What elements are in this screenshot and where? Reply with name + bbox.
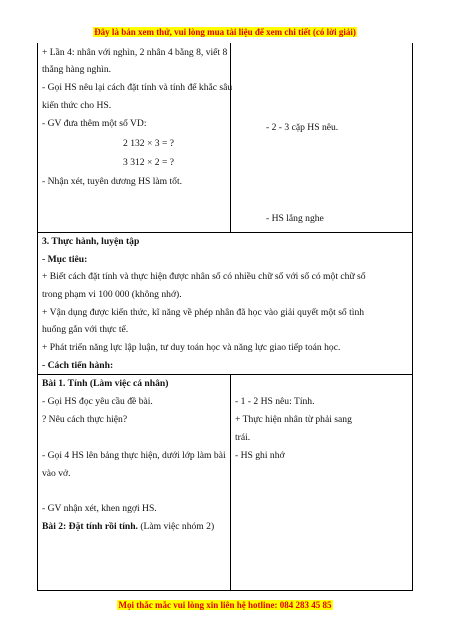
hotline-banner — [0, 599, 450, 611]
text-line: trái. — [235, 432, 251, 443]
section-title: 3. Thực hành, luyện tập — [42, 236, 140, 247]
text-line: - Gọi 4 HS lên bảng thực hiện, dưới lớp làm bài — [42, 450, 226, 461]
goal-line: trong phạm vi 100 000 (không nhớ). — [42, 289, 182, 300]
text-line: - Gọi HS nêu lại cách đặt tính và tính để khắc sâu — [42, 82, 233, 93]
example-equation: 3 312 × 2 = ? — [123, 157, 175, 168]
hotline-text: Mọi thắc mắc vui lòng xin liên hệ hotline: 084 283 45 85 — [118, 600, 332, 610]
row-divider — [38, 374, 412, 375]
text-line: - HS ghi nhớ — [235, 450, 285, 461]
column-divider — [230, 43, 231, 232]
text-line: - 2 - 3 cặp HS nêu. — [266, 122, 339, 133]
exercise-2-note: (Làm việc nhóm 2) — [137, 521, 215, 532]
text-line: thắng hàng nghìn. — [42, 64, 112, 75]
text-line: + Thực hiện nhân từ phải sang — [235, 414, 352, 425]
text-line: - GV đưa thêm một số VD: — [42, 118, 147, 129]
preview-notice-banner — [0, 26, 450, 38]
preview-notice-text: Đây là bản xem thử, vui lòng mua tài liệu để xem chi tiết (có lời giải) — [94, 27, 356, 37]
text-line: ? Nêu cách thực hiện? — [42, 414, 128, 425]
text-line: kiến thức cho HS. — [42, 100, 112, 111]
goal-label: - Mục tiêu: — [42, 254, 88, 265]
goal-line: + Biết cách đặt tính và thực hiện được nhân số có nhiều chữ số với số có một chữ số — [42, 271, 366, 282]
row-divider — [38, 232, 412, 233]
text-line: - Gọi HS đọc yêu cầu đề bài. — [42, 396, 153, 407]
exercise-2-title: Bài 2: Đặt tính rồi tính. (Làm việc nhóm 2) — [42, 521, 215, 532]
column-divider — [230, 374, 231, 590]
text-line: - HS lắng nghe — [266, 213, 324, 224]
text-line: vào vở. — [42, 468, 71, 479]
goal-line: + Phát triển năng lực lập luận, tư duy toán học và năng lực giao tiếp toán học. — [42, 342, 341, 353]
exercise-1-title: Bài 1. Tính (Làm việc cá nhân) — [42, 378, 169, 389]
text-line: - Nhận xét, tuyên dương HS làm tốt. — [42, 176, 183, 187]
text-line: - GV nhận xét, khen ngợi HS. — [42, 503, 157, 514]
text-line: + Lần 4: nhân với nghìn, 2 nhân 4 bằng 8, viết 8 — [42, 47, 228, 58]
example-equation: 2 132 × 3 = ? — [123, 138, 175, 149]
text-line: - 1 - 2 HS nêu: Tính. — [235, 396, 315, 407]
lesson-table — [37, 43, 413, 591]
goal-line: + Vận dụng được kiến thức, kĩ năng về phép nhân đã học vào giải quyết một số tình — [42, 307, 365, 318]
process-label: - Cách tiến hành: — [42, 360, 114, 371]
goal-line: huống gắn với thực tế. — [42, 324, 129, 335]
